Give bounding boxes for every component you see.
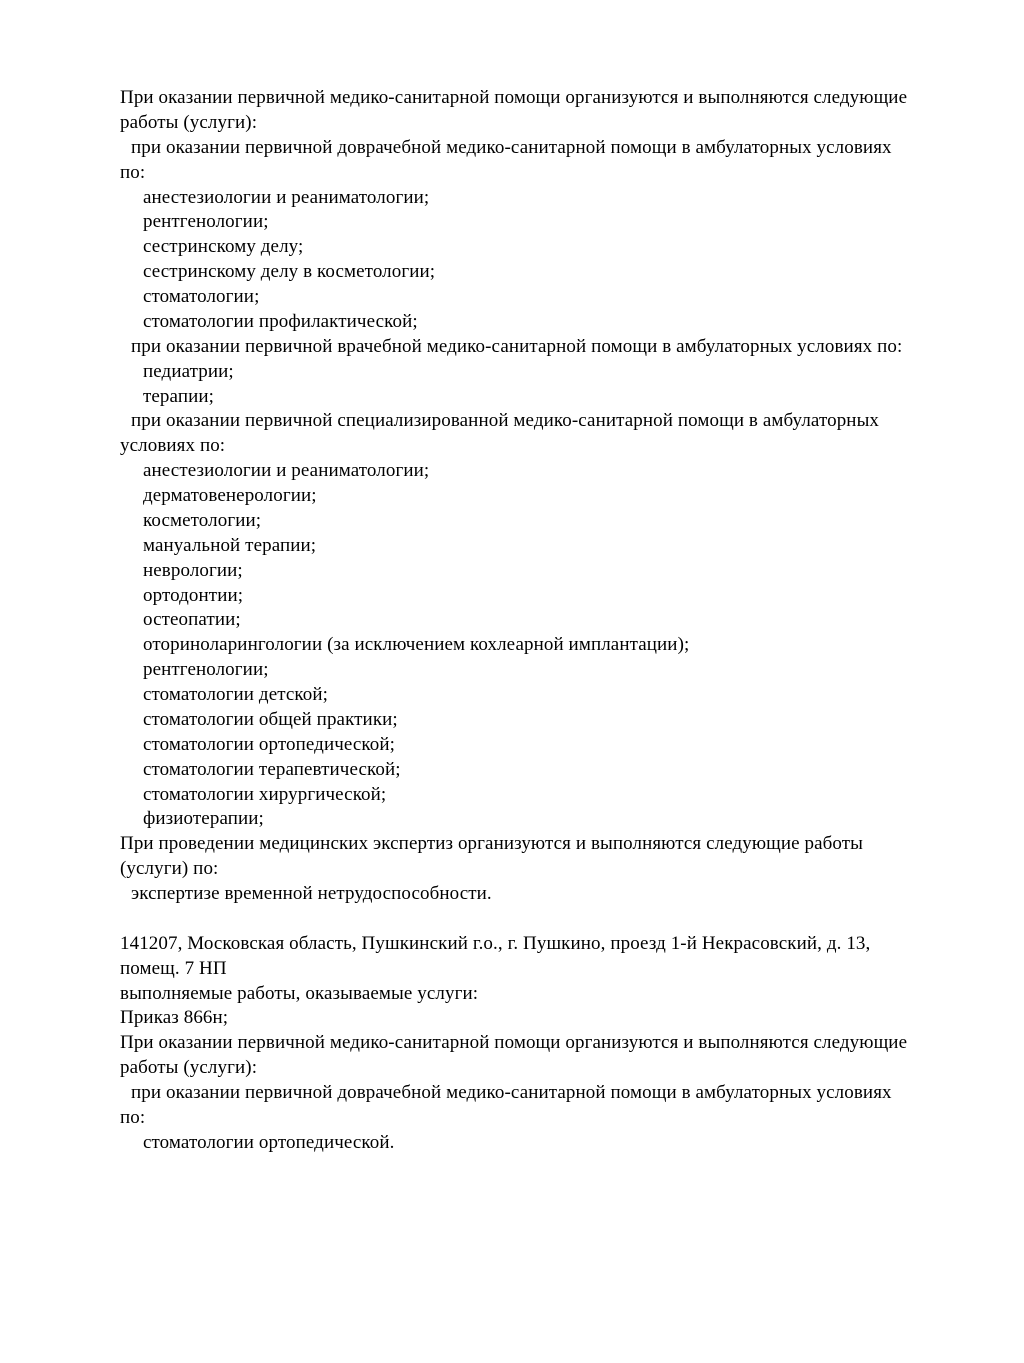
text-line: ортодонтии; (143, 584, 244, 606)
text-line: по: (120, 1106, 146, 1128)
text-line: стоматологии хирургической; (143, 783, 387, 805)
text-line: рентгенологии; (143, 211, 269, 233)
license-services-text-block (120, 86, 907, 1156)
text-line: анестезиологии и реаниматологии; (143, 460, 430, 482)
text-line: по: (120, 161, 146, 183)
text-line: стоматологии ортопедической. (143, 1131, 395, 1153)
text-line: оториноларингологии (за исключением кохлеарной имплантации); (143, 634, 690, 656)
text-line: остеопатии; (143, 609, 241, 631)
text-line: стоматологии профилактической; (143, 310, 418, 332)
text-line: 141207, Московская область, Пушкинский г.о., г. Пушкино, проезд 1-й Некрасовский, д. 13, (120, 932, 871, 954)
text-line: работы (услуги): (120, 1057, 258, 1079)
text-line: помещ. 7 НП (120, 957, 227, 979)
text-line: стоматологии общей практики; (143, 708, 398, 730)
text-line: экспертизе временной нетрудоспособности. (131, 883, 492, 904)
text-line: При проведении медицинских экспертиз организуются и выполняются следующие работы (120, 833, 864, 855)
text-line: при оказании первичной специализированной медико-санитарной помощи в амбулаторных (131, 410, 880, 432)
text-line: выполняемые работы, оказываемые услуги: (120, 982, 479, 1004)
text-line: физиотерапии; (143, 808, 264, 830)
text-line: условиях по: (120, 435, 226, 457)
text-line: (услуги) по: (120, 858, 219, 880)
text-line: стоматологии; (143, 286, 260, 307)
text-line: косметологии; (143, 509, 262, 531)
text-line: сестринскому делу в косметологии; (143, 261, 436, 283)
text-line: дерматовенерологии; (143, 485, 317, 506)
text-line: терапии; (143, 385, 215, 407)
text-line: стоматологии ортопедической; (143, 733, 396, 755)
text-line: неврологии; (143, 559, 243, 581)
text-line: стоматологии детской; (143, 684, 329, 705)
text-line: Приказ 866н; (120, 1007, 229, 1029)
text-line: работы (услуги): (120, 111, 258, 133)
text-line: При оказании первичной медико-санитарной помощи организуются и выполняются следующие (120, 87, 908, 108)
text-line: при оказании первичной доврачебной медико-санитарной помощи в амбулаторных условиях (131, 1082, 892, 1103)
text-line: педиатрии; (143, 360, 234, 382)
text-line: рентгенологии; (143, 659, 269, 681)
blank-line (120, 907, 907, 932)
text-line: при оказании первичной доврачебной медико-санитарной помощи в амбулаторных условиях (131, 136, 892, 158)
text-line: анестезиологии и реаниматологии; (143, 186, 430, 208)
text-line: стоматологии терапевтической; (143, 758, 401, 780)
text-line: При оказании первичной медико-санитарной помощи организуются и выполняются следующие (120, 1032, 908, 1054)
text-line: при оказании первичной врачебной медико-санитарной помощи в амбулаторных условиях по: (131, 335, 903, 357)
text-line: сестринскому делу; (143, 236, 304, 258)
text-line: мануальной терапии; (143, 534, 317, 556)
